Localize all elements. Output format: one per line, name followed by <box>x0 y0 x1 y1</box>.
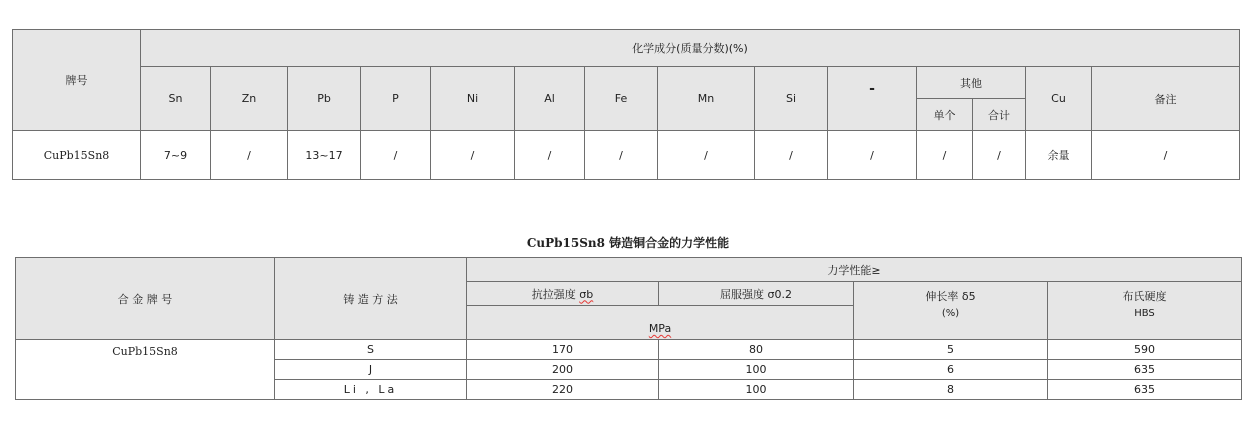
other-header: 其他 <box>917 67 1026 99</box>
mechanical-table-title: CuPb15Sn8 铸造铜合金的力学性能 <box>526 236 730 250</box>
elong-cell: 5 <box>854 340 1048 360</box>
hardness-cell: 635 <box>1048 360 1242 380</box>
element-header-mn: Mn <box>658 67 755 131</box>
composition-table <box>12 29 1240 180</box>
mechanical-table <box>15 257 1242 400</box>
alloy-cell: CuPb15Sn8 <box>16 340 275 400</box>
yield-cell: 100 <box>659 360 854 380</box>
element-header-pb: Pb <box>288 67 361 131</box>
tensile-cell: 170 <box>467 340 659 360</box>
dash-mark: - <box>869 80 875 97</box>
cu-cell: 余量 <box>1026 131 1092 180</box>
method-cell: J <box>275 360 467 380</box>
tensile-cell: 200 <box>467 360 659 380</box>
tensile-label: 抗拉强度 <box>531 287 576 301</box>
element-header-fe: Fe <box>585 67 658 131</box>
value-cell: / <box>515 131 585 180</box>
mechanical-group-header: 力学性能≥ <box>467 258 1242 282</box>
other-single-header: 单个 <box>917 99 973 131</box>
method-cell: Li , La <box>275 380 467 400</box>
value-cell: / <box>585 131 658 180</box>
elong-unit: (%) <box>941 308 960 319</box>
elong-label: 伸长率 δ5 <box>925 290 976 303</box>
grade-cell: CuPb15Sn8 <box>13 131 141 180</box>
hardness-header <box>1048 282 1242 340</box>
tensile-header <box>467 282 659 306</box>
tensile-cell: 220 <box>467 380 659 400</box>
yield-cell: 80 <box>659 340 854 360</box>
tensile-symbol: σb <box>579 287 594 301</box>
other-total-header: 合计 <box>973 99 1026 131</box>
table-row <box>13 131 1240 180</box>
remark-cell: / <box>1092 131 1240 180</box>
composition-group-header: 化学成分(质量分数)(%) <box>141 30 1240 67</box>
stress-unit-cell <box>467 306 854 340</box>
alloy-header: 合 金 牌 号 <box>16 258 275 340</box>
element-header-al: Al <box>515 67 585 131</box>
dash-value-cell: / <box>828 131 917 180</box>
value-cell: / <box>658 131 755 180</box>
value-cell: 7~9 <box>141 131 211 180</box>
hardness-label: 布氏硬度 <box>1122 290 1167 303</box>
value-cell: / <box>361 131 431 180</box>
value-cell: / <box>211 131 288 180</box>
value-cell: / <box>755 131 828 180</box>
element-header-si: Si <box>755 67 828 131</box>
elong-cell: 6 <box>854 360 1048 380</box>
remark-header: 备注 <box>1092 67 1240 131</box>
method-header: 铸 造 方 法 <box>275 258 467 340</box>
cu-header: Cu <box>1026 67 1092 131</box>
method-cell: S <box>275 340 467 360</box>
dash-header <box>828 67 917 131</box>
yield-header: 屈服强度 σ0.2 <box>659 282 854 306</box>
elong-cell: 8 <box>854 380 1048 400</box>
element-header-sn: Sn <box>141 67 211 131</box>
stress-unit: MPa <box>648 322 672 335</box>
element-header-ni: Ni <box>431 67 515 131</box>
element-header-zn: Zn <box>211 67 288 131</box>
elong-header <box>854 282 1048 340</box>
grade-header: 牌号 <box>13 30 141 131</box>
element-header-p: P <box>361 67 431 131</box>
hardness-unit: HBS <box>1134 308 1155 319</box>
table-row <box>16 340 1242 360</box>
value-cell: 13~17 <box>288 131 361 180</box>
hardness-cell: 635 <box>1048 380 1242 400</box>
hardness-cell: 590 <box>1048 340 1242 360</box>
other-single-cell: / <box>917 131 973 180</box>
yield-cell: 100 <box>659 380 854 400</box>
other-total-cell: / <box>973 131 1026 180</box>
value-cell: / <box>431 131 515 180</box>
